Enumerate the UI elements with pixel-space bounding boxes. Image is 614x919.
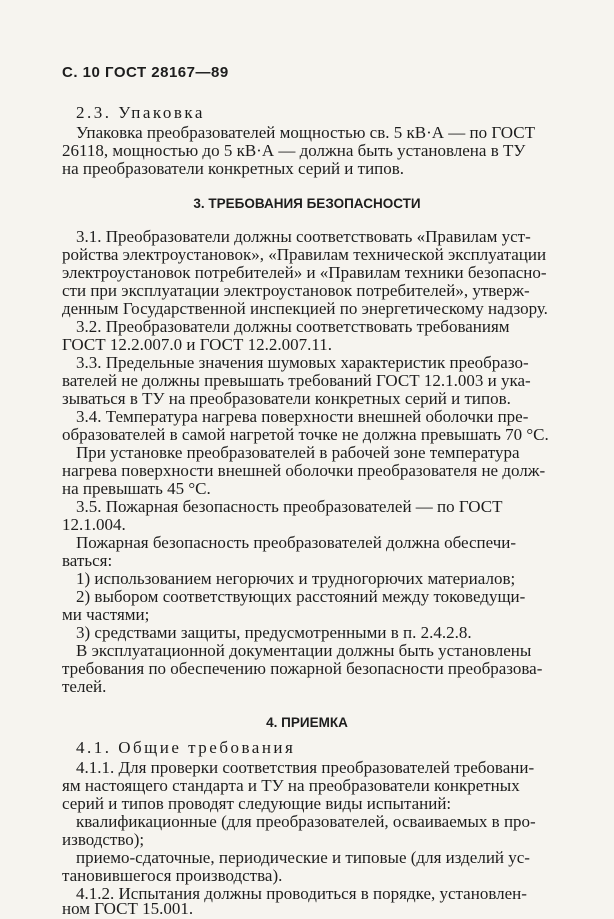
text-line: зываться в ТУ на преобразователи конкретных серий и типов.: [62, 389, 511, 408]
text-line: денным Государственной инспекцией по энергетическому надзору.: [62, 299, 548, 318]
text-line: 2) выбором соответствующих расстояний между токоведущи-: [76, 587, 526, 606]
section-heading: 4. ПРИЕМКА: [266, 715, 348, 730]
text-line: образователей в самой нагретой точке не должна превышать 70 °С.: [62, 425, 549, 444]
text-line: В эксплуатационной документации должны быть установлены: [76, 641, 532, 660]
text-line: 3.2. Преобразователи должны соответствовать требованиям: [76, 317, 510, 336]
text-line: 12.1.004.: [62, 515, 126, 534]
text-line: сти при эксплуатации электроустановок потребителей», утверж-: [62, 281, 530, 300]
text-line: 3.4. Температура нагрева поверхности внешней оболочки пре-: [76, 407, 529, 426]
text-line: 3) средствами защиты, предусмотренными в п. 2.4.2.8.: [76, 623, 472, 642]
subsection-title: 2.3. Упаковка: [76, 103, 205, 122]
text-line: тановившегося производства).: [62, 866, 283, 885]
text-line: квалификационные (для преобразователей, осваиваемых в про-: [76, 812, 536, 831]
text-line: на превышать 45 °С.: [62, 479, 211, 498]
text-line: изводство);: [62, 830, 145, 849]
text-line: 3.3. Предельные значения шумовых характеристик преобразо-: [76, 353, 529, 372]
text-line: Пожарная безопасность преобразователей должна обеспечи-: [76, 533, 517, 552]
text-line: ГОСТ 12.2.007.0 и ГОСТ 12.2.007.11.: [62, 335, 332, 354]
text-line: электроустановок потребителей» и «Правилам техники безопасно-: [62, 263, 547, 282]
text-line: серий и типов проводят следующие виды испытаний:: [62, 794, 452, 813]
text-line: вателей не должны превышать требований ГОСТ 12.1.003 и ука-: [62, 371, 531, 390]
text-line: 26118, мощностью до 5 кВ·А — должна быть установлена в ТУ: [62, 141, 526, 160]
text-line: 4.1.1. Для проверки соответствия преобразователей требовани-: [76, 758, 535, 777]
subsection-title: 4.1. Общие требования: [76, 738, 296, 757]
text-line: При установке преобразователей в рабочей зоне температура: [76, 443, 520, 462]
text-line: ройства электроустановок», «Правилам технической эксплуатации: [62, 245, 547, 264]
text-line: 1) использованием негорючих и трудногорючих материалов;: [76, 569, 516, 588]
text-line: нагрева поверхности внешней оболочки преобразователя не долж-: [62, 461, 546, 480]
text-line: ям настоящего стандарта и ТУ на преобразователи конкретных: [62, 776, 520, 795]
text-line: на преобразователи конкретных серий и типов.: [62, 159, 405, 178]
text-line: телей.: [62, 677, 107, 696]
text-line: ми частями;: [62, 605, 150, 624]
section-heading: 3. ТРЕБОВАНИЯ БЕЗОПАСНОСТИ: [193, 196, 421, 211]
text-line: Упаковка преобразователей мощностью св. 5 кВ·А — по ГОСТ: [76, 123, 535, 142]
text-line: 4.1.2. Испытания должны проводиться в порядке, установлен-: [76, 884, 527, 903]
text-line: приемо-сдаточные, периодические и типовые (для изделий ус-: [76, 848, 530, 867]
text-line: 3.1. Преобразователи должны соответствовать «Правилам уст-: [76, 227, 531, 246]
text-line: ном ГОСТ 15.001.: [62, 899, 194, 918]
text-line: требования по обеспечению пожарной безопасности преобразова-: [62, 659, 543, 678]
text-line: 3.5. Пожарная безопасность преобразователей — по ГОСТ: [76, 497, 503, 516]
text-line: ваться:: [62, 551, 113, 570]
page-header: С. 10 ГОСТ 28167—89: [62, 64, 229, 81]
